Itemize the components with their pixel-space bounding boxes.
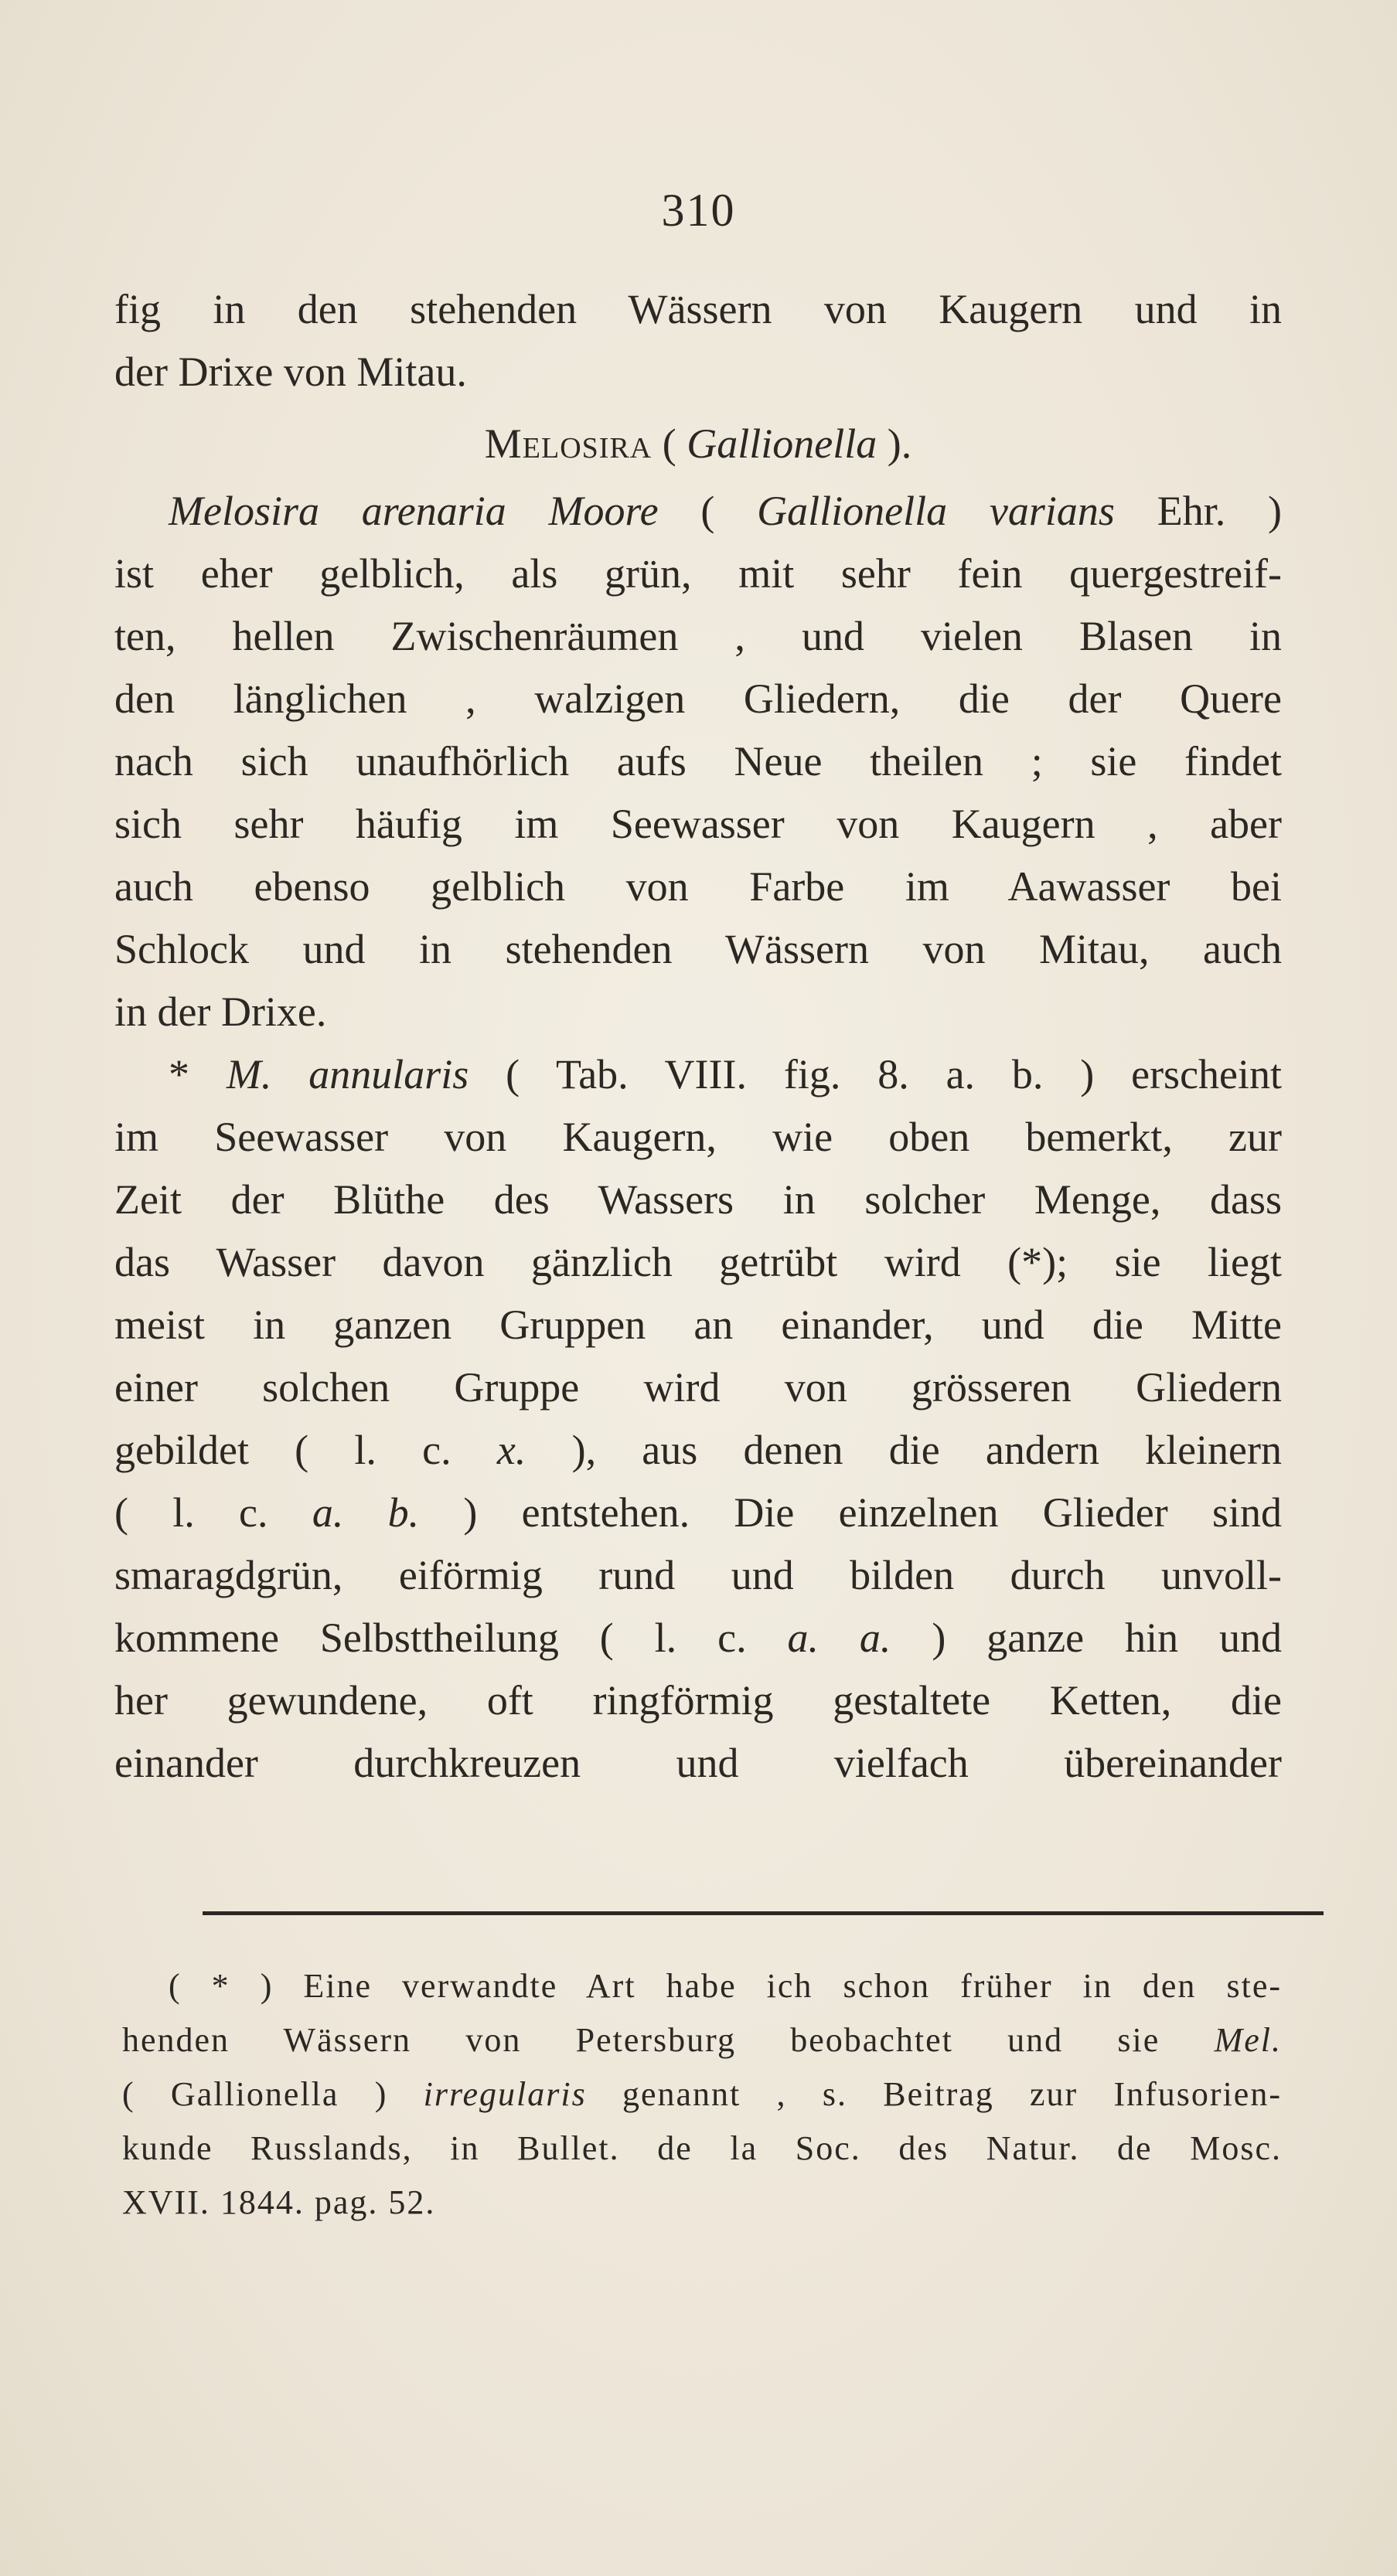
text-line: das Wasser davon gänzlich getrübt wird (*); sie liegt — [114, 1239, 1282, 1285]
species-name: Melosira arenaria Moore — [169, 488, 659, 534]
paragraph-start: * M. annularis ( Tab. VIII. fig. 8. a. b. ) erscheint — [169, 1051, 1283, 1097]
heading-genus: Melosira — [484, 420, 653, 467]
footnote — [122, 1959, 1282, 2230]
text-line: nach sich unaufhörlich aufs Neue theilen ; sie findet — [114, 738, 1282, 784]
page-number: 310 — [661, 185, 736, 236]
text-line: im Seewasser von Kaugern, wie oben bemerkt, zur — [114, 1114, 1282, 1160]
text-line: gebildet ( l. c. x. ), aus denen die andern kleinern — [114, 1427, 1283, 1473]
text-line: der Drixe von Mitau. — [114, 349, 467, 395]
footnote-line: ( * ) Eine verwandte Art habe ich schon früher in den ste- — [169, 1967, 1282, 2005]
footnote-divider — [203, 1911, 1324, 1915]
text-line: Schlock und in stehenden Wässern von Mitau, auch — [114, 926, 1282, 972]
text-line: Zeit der Blüthe des Wassers in solcher Menge, dass — [114, 1176, 1282, 1223]
text-line: einander durchkreuzen und vielfach übereinander — [114, 1740, 1282, 1786]
text-line: sich sehr häufig im Seewasser von Kaugern , aber — [114, 801, 1282, 847]
text-line: den länglichen , walzigen Gliedern, die der Quere — [114, 675, 1282, 722]
text-line: ist eher gelblich, als grün, mit sehr fein quergestreif- — [114, 550, 1282, 597]
text-line: kommene Selbsttheilung ( l. c. a. a. ) ganze hin und — [114, 1615, 1282, 1661]
heading-synonym: Gallionella — [687, 420, 877, 467]
text-line: meist in ganzen Gruppen an einander, und die Mitte — [114, 1302, 1282, 1348]
text-line: einer solchen Gruppe wird von grösseren Gliedern — [114, 1364, 1282, 1411]
paragraph-start: Melosira arenaria Moore ( Gallionella varians Ehr. ) — [169, 488, 1282, 534]
footnote-line: XVII. 1844. pag. 52. — [122, 2183, 436, 2221]
species-synonym: Gallionella varians — [757, 488, 1115, 534]
footnote-line: ( Gallionella ) irregularis genannt , s. Beitrag zur Infusorien- — [122, 2075, 1282, 2113]
main-text — [114, 278, 1282, 1795]
species-name: M. annularis — [226, 1051, 469, 1097]
footnote-line: kunde Russlands, in Bullet. de la Soc. des Natur. de Mosc. — [122, 2129, 1282, 2167]
text-line: smaragdgrün, eiförmig rund und bilden durch unvoll- — [114, 1552, 1282, 1598]
footnote-line: henden Wässern von Petersburg beobachtet und sie Mel. — [122, 2021, 1282, 2059]
text-line: her gewundene, oft ringförmig gestaltete Ketten, die — [114, 1677, 1282, 1724]
text-line: auch ebenso gelblich von Farbe im Aawasser bei — [114, 863, 1282, 910]
text-line: ( l. c. a. b. ) entstehen. Die einzelnen Glieder sind — [114, 1489, 1283, 1536]
text-line: in der Drixe. — [114, 989, 327, 1035]
text-line: fig in den stehenden Wässern von Kaugern und in — [114, 286, 1282, 332]
section-heading: Melosira ( Gallionella ). — [484, 420, 912, 467]
text-line: ten, hellen Zwischenräumen , und vielen Blasen in — [114, 613, 1282, 659]
